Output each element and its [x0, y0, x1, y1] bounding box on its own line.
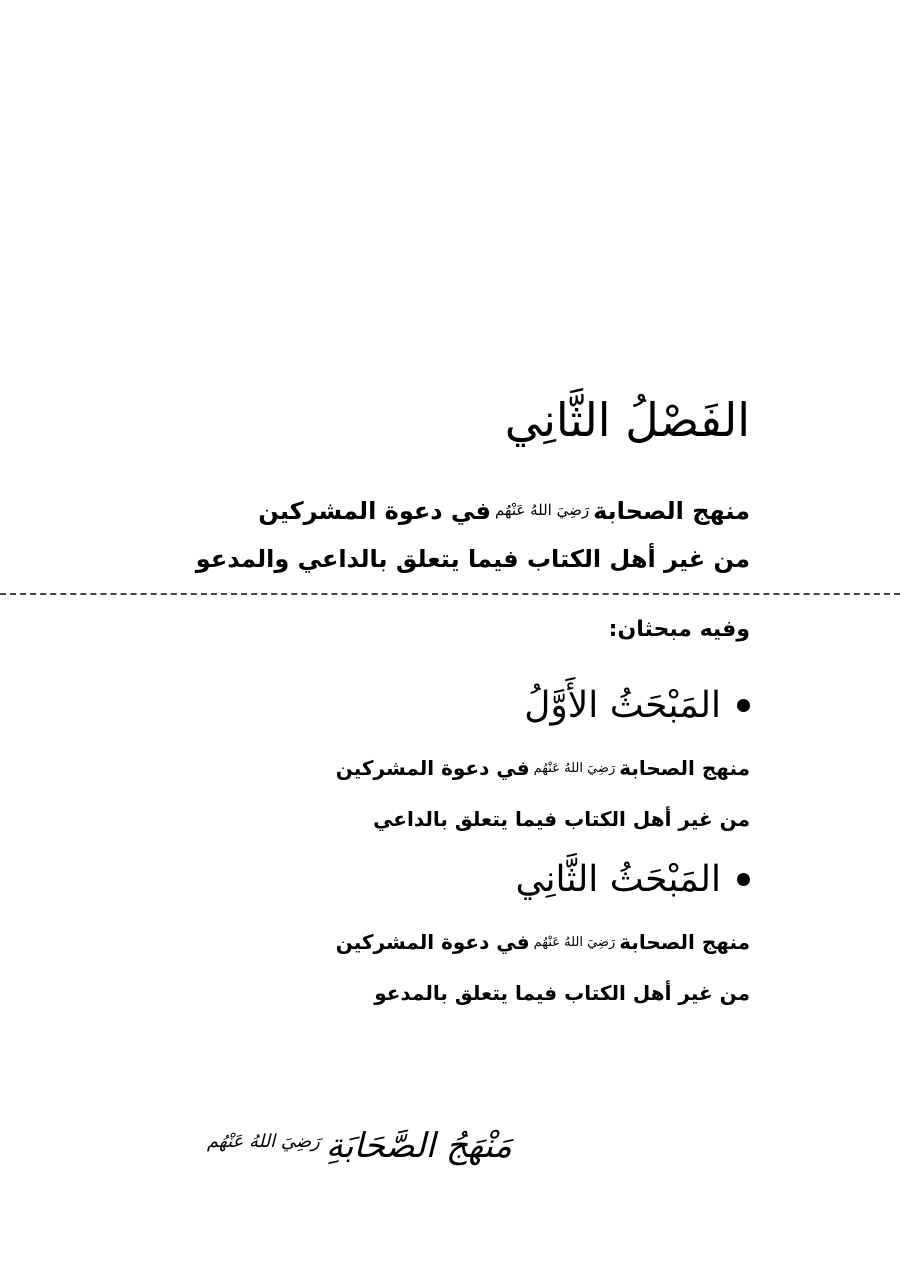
- chapter-subtitle: [196, 486, 750, 583]
- bullet-icon: [737, 873, 750, 886]
- section-line-1: [190, 917, 750, 968]
- section-text-b: في دعوة المشركين: [335, 756, 530, 780]
- section-line-2: من غير أهل الكتاب فيما يتعلق بالداعي: [373, 807, 750, 831]
- section-description: [190, 917, 750, 1018]
- logo-main-text: مَنْهَجُ الصَّحَابَةِ: [325, 1126, 512, 1166]
- section-second: [190, 847, 750, 1018]
- section-first: [190, 673, 750, 844]
- section-heading: [190, 673, 750, 737]
- chapter-honorific: رَضِيَ اللهُ عَنْهُم: [494, 501, 590, 519]
- chapter-subtitle-text-a: منهج الصحابة: [593, 497, 750, 525]
- book-title-logo: [207, 1112, 512, 1176]
- section-text-a: منهج الصحابة: [619, 756, 750, 780]
- section-description: [190, 743, 750, 844]
- section-text-b: في دعوة المشركين: [335, 930, 530, 954]
- dashed-divider: [0, 593, 900, 595]
- logo-honorific: رَضِيَ اللهُ عَنْهُم: [206, 1131, 320, 1152]
- chapter-subtitle-text-b: في دعوة المشركين: [258, 497, 491, 525]
- section-title: المَبْحَثُ الثَّانِي: [515, 858, 721, 900]
- section-heading: [190, 847, 750, 911]
- section-title: المَبْحَثُ الأَوَّلُ: [524, 684, 721, 726]
- bullet-icon: [737, 699, 750, 712]
- section-text-a: منهج الصحابة: [619, 930, 750, 954]
- section-line-1: [190, 743, 750, 794]
- chapter-title: الفَصْلُ الثَّانِي: [504, 393, 750, 447]
- chapter-subtitle-line-2: من غير أهل الكتاب فيما يتعلق بالداعي والمدعو: [195, 545, 750, 573]
- section-line-2: من غير أهل الكتاب فيما يتعلق بالمدعو: [374, 981, 750, 1005]
- section-honorific: رَضِيَ اللهُ عَنْهُم: [533, 761, 616, 776]
- section-honorific: رَضِيَ اللهُ عَنْهُم: [533, 935, 616, 950]
- chapter-subtitle-line-1: [196, 486, 750, 535]
- intro-text: وفيه مبحثان:: [608, 617, 750, 642]
